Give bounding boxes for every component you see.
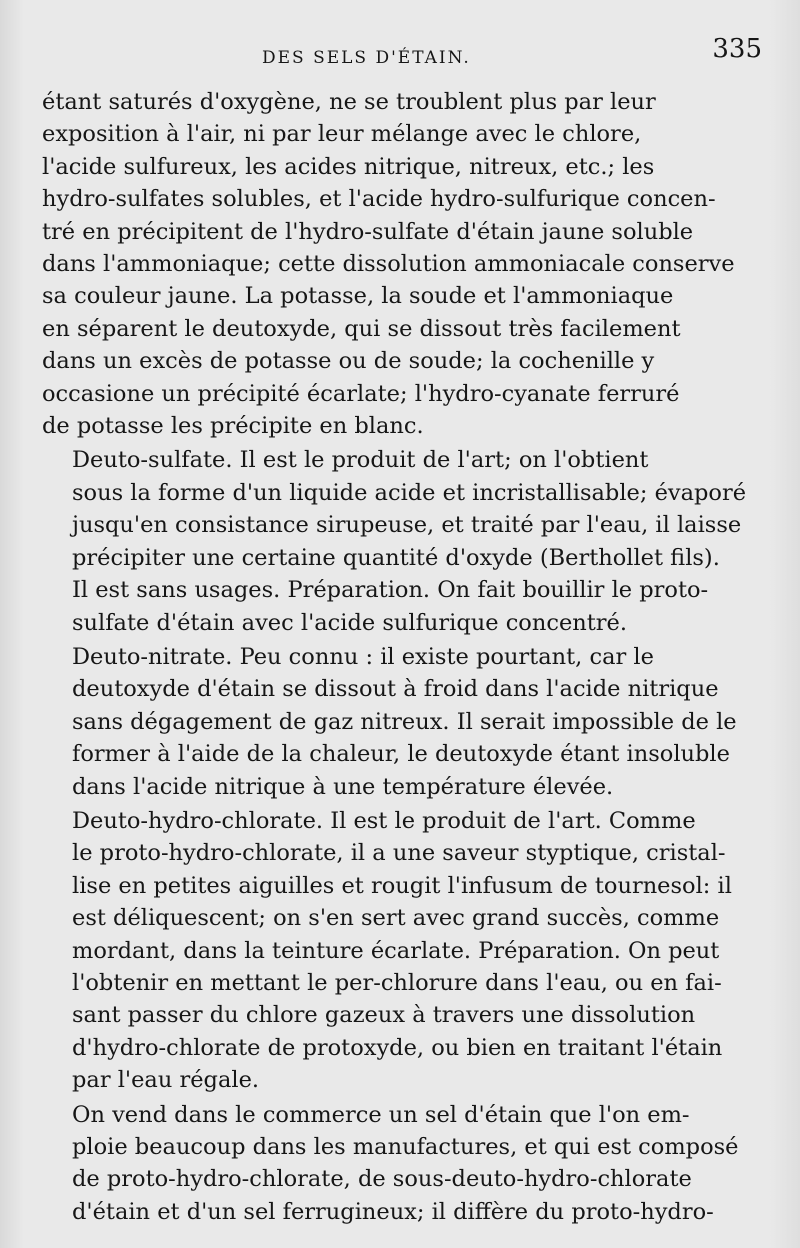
text-line: sa couleur jaune. La potasse, la soude et l'ammoniaque (42, 283, 674, 310)
text-line: Deuto-sulfate. Il est le produit de l'art; on l'obtient (72, 447, 649, 474)
text-line: précipiter une certaine quantité d'oxyde (Berthollet fils). (72, 544, 720, 571)
text-line: Il est sans usages. Préparation. On fait bouillir le proto- (72, 577, 709, 604)
page-number: 335 (712, 34, 762, 64)
paragraph (42, 641, 737, 803)
paragraph (42, 1099, 739, 1229)
page-body (42, 86, 747, 1228)
text-line: d'étain et d'un sel ferrugineux; il diffère du proto-hydro- (72, 1198, 714, 1225)
text-line: sans dégagement de gaz nitreux. Il serait impossible de le (72, 708, 737, 735)
text-line: sant passer du chlore gazeux à travers une dissolution (72, 1002, 696, 1029)
text-line: mordant, dans la teinture écarlate. Préparation. On peut (72, 937, 720, 964)
text-line: de proto-hydro-chlorate, de sous-deuto-hydro-chlorate (72, 1166, 692, 1193)
running-head: DES SELS D'ÉTAIN. (262, 48, 471, 68)
text-line: dans un excès de potasse ou de soude; la cochenille y (42, 348, 655, 375)
text-line: deutoxyde d'étain se dissout à froid dans l'acide nitrique (72, 676, 719, 703)
paragraph (42, 805, 732, 1097)
text-line: dans l'acide nitrique à une température élevée. (72, 773, 614, 800)
text-line: en séparent le deutoxyde, qui se dissout très facilement (42, 315, 681, 342)
text-line: jusqu'en consistance sirupeuse, et traité par l'eau, il laisse (72, 512, 742, 539)
text-line: Deuto-hydro-chlorate. Il est le produit de l'art. Comme (72, 807, 696, 834)
text-line: former à l'aide de la chaleur, le deutoxyde étant insoluble (72, 741, 730, 768)
page-header (42, 34, 762, 82)
text-line: d'hydro-chlorate de protoxyde, ou bien en traitant l'étain (72, 1034, 723, 1061)
text-line: exposition à l'air, ni par leur mélange avec le chlore, (42, 121, 642, 148)
text-line: est déliquescent; on s'en sert avec grand succès, comme (72, 905, 720, 932)
text-line: On vend dans le commerce un sel d'étain que l'on em- (72, 1101, 690, 1128)
text-line: de potasse les précipite en blanc. (42, 413, 424, 440)
paragraph (42, 86, 735, 442)
text-line: Deuto-nitrate. Peu connu : il existe pourtant, car le (72, 643, 654, 670)
text-line: occasione un précipité écarlate; l'hydro-cyanate ferruré (42, 380, 680, 407)
text-line: hydro-sulfates solubles, et l'acide hydro-sulfurique concen- (42, 186, 716, 213)
text-line: ploie beaucoup dans les manufactures, et qui est composé (72, 1134, 739, 1160)
text-line: sulfate d'étain avec l'acide sulfurique concentré. (72, 609, 628, 636)
paragraph (42, 444, 747, 638)
text-line: le proto-hydro-chlorate, il a une saveur styptique, cristal- (72, 840, 726, 867)
text-line: lise en petites aiguilles et rougit l'infusum de tournesol: il (72, 872, 732, 899)
text-line: étant saturés d'oxygène, ne se troublent plus par leur (42, 89, 656, 115)
text-line: dans l'ammoniaque; cette dissolution ammoniacale conserve (42, 251, 735, 278)
text-line: sous la forme d'un liquide acide et incristallisable; évaporé (72, 479, 747, 506)
text-line: l'acide sulfureux, les acides nitrique, nitreux, etc.; les (42, 153, 655, 180)
text-line: l'obtenir en mettant le per-chlorure dans l'eau, ou en fai- (72, 969, 722, 996)
text-line: par l'eau régale. (72, 1067, 260, 1094)
text-line: tré en précipitent de l'hydro-sulfate d'étain jaune soluble (42, 218, 694, 245)
